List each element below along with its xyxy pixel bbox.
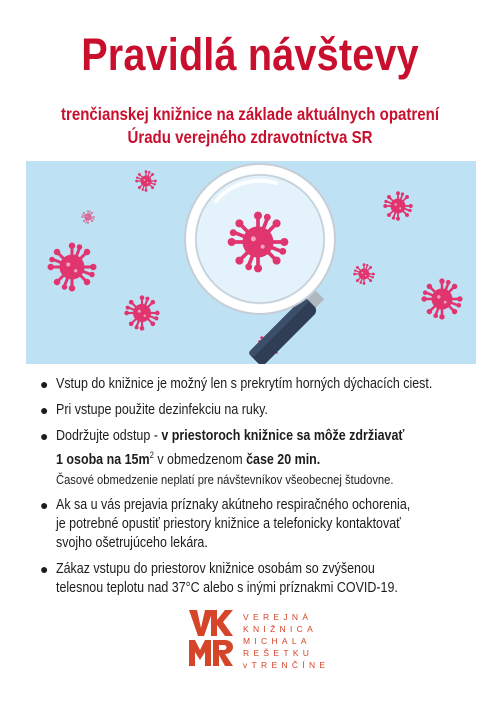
rule-text: telesnou teplotu nad 37°C alebo s inými príznakmi COVID-19. (56, 579, 398, 596)
rule-text-plain: v obmedzenom (153, 451, 247, 468)
page-title: Pravidlá návštevy (81, 29, 419, 80)
bullet-icon: ● (40, 402, 49, 418)
rule-text: Zákaz vstupu do priestorov knižnice osobám so zvýšenou (56, 560, 375, 577)
rules-list (30, 375, 480, 605)
rule-item-mask (30, 375, 480, 394)
magnifier-virus-icon (26, 161, 476, 364)
rule-item-distance (30, 427, 480, 489)
bullet-icon: ● (40, 496, 49, 513)
rule-item-symptoms (30, 496, 480, 553)
logo-line: REŠETKU (243, 648, 314, 658)
logo-line: vTRENČÍNE (243, 660, 330, 670)
rule-text-bold: v priestoroch knižnice sa môže zdržiavať (161, 428, 405, 444)
bullet-icon: ● (40, 428, 49, 444)
logo-line: KNIŽNICA (243, 624, 318, 634)
rule-text: svojho ošetrujúceho lekára. (56, 534, 208, 551)
library-logo (187, 608, 330, 670)
subtitle-line-1: trenčianskej knižnice na základe aktuálnych opatrení (60, 104, 440, 124)
rule-text-line-2 (56, 446, 421, 470)
rule-text-plain: Dodržujte odstup - (56, 428, 162, 444)
logo-wordmark (243, 611, 329, 671)
rule-text: je potrebné opustiť priestory knižnice a telefonicky kontaktovať (56, 515, 401, 532)
subtitle-line-2: Úradu verejného zdravotníctva SR (127, 127, 373, 147)
virus-magnifier-illustration (26, 161, 476, 364)
bullet-icon: ● (40, 560, 49, 577)
rule-text: Ak sa u vás prejavia príznaky akútneho respiračného ochorenia, (56, 496, 411, 513)
vkmr-logo-mark-icon (187, 608, 237, 668)
rule-note: Časové obmedzenie neplatí pre návštevníkov všeobecnej študovne. (56, 471, 394, 487)
rule-item-temperature (30, 560, 480, 598)
rule-text-bold: 1 osoba na 15m (56, 451, 150, 468)
rule-text-bold: čase 20 min. (246, 451, 321, 468)
rule-text: Vstup do knižnice je možný len s prekrytím horných dýchacích ciest. (56, 376, 433, 392)
rule-item-disinfection (30, 401, 480, 420)
logo-line: MICHALA (243, 636, 311, 646)
rule-text-line-1 (56, 427, 421, 446)
logo-line: VEREJNÁ (243, 612, 313, 622)
superscript: 2 (149, 450, 154, 460)
rule-text: Pri vstupe použite dezinfekciu na ruky. (56, 402, 268, 418)
bullet-icon: ● (40, 376, 49, 392)
